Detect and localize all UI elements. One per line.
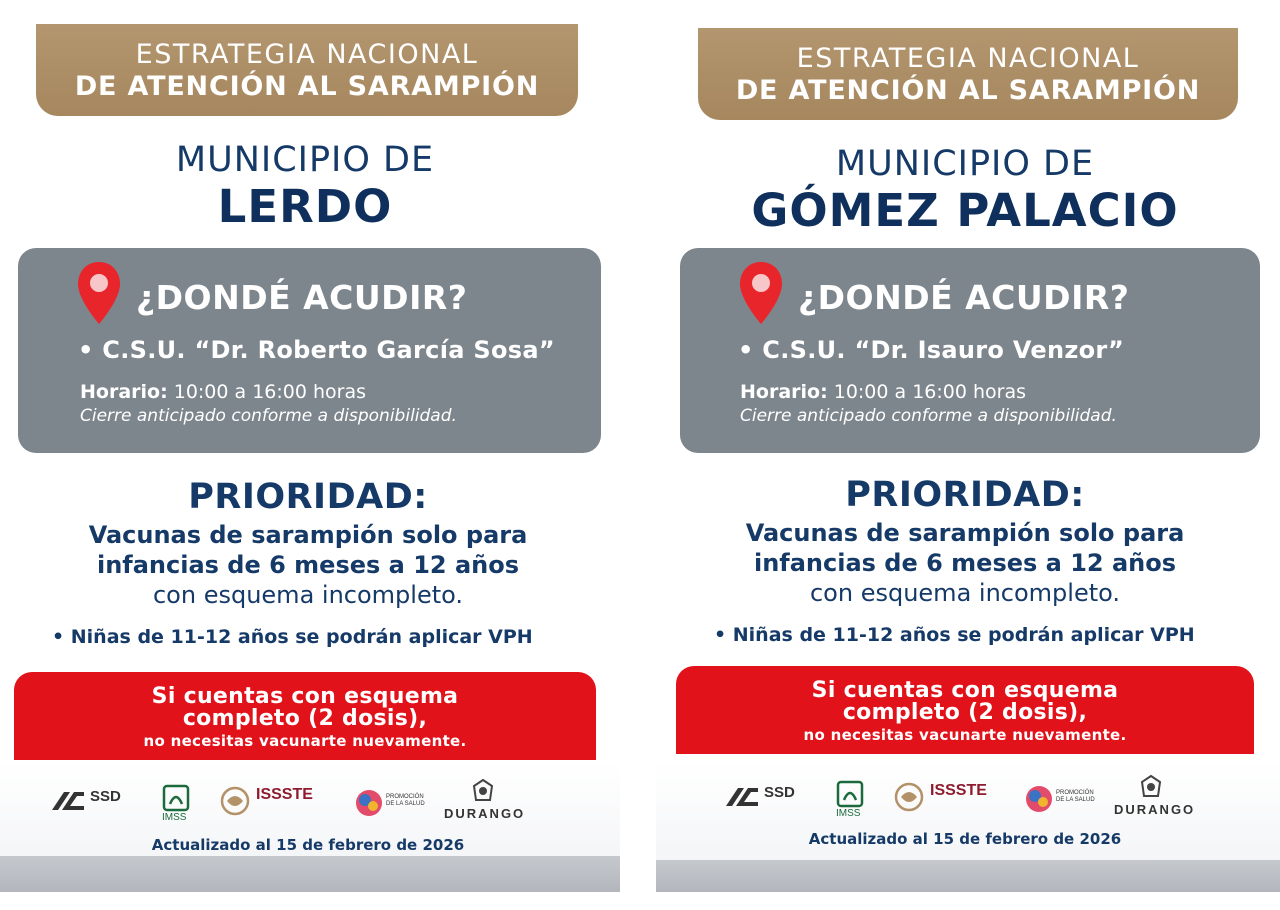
where-to-go-panel	[18, 248, 601, 453]
complete-scheme-alert	[14, 672, 596, 760]
alert-line2: completo (2 dosis),	[842, 700, 1088, 725]
durango-logo	[1138, 774, 1164, 798]
municipio-heading	[0, 140, 610, 234]
priority-line2: infancias de 6 meses a 12 años	[753, 549, 1177, 577]
alert-line3: no necesitas vacunarte nuevamente.	[803, 726, 1127, 744]
durango-label: DURANGO	[444, 806, 526, 821]
imss-logo	[836, 780, 864, 808]
bottom-strip	[0, 856, 620, 892]
ssd-label: SSD	[90, 788, 121, 805]
health-center-name: • C.S.U. “Dr. Isauro Venzor”	[738, 336, 1125, 364]
priority-section	[0, 476, 616, 610]
priority-line1: Vacunas de sarampión solo para	[745, 519, 1185, 547]
promocion-label: PROMOCIÓN DE LA SALUD	[1056, 790, 1095, 803]
closing-note: Cierre anticipado conforme a disponibilidad.	[80, 406, 457, 426]
updated-date: Actualizado al 15 de febrero de 2026	[151, 836, 465, 854]
issste-label: ISSSTE	[256, 786, 313, 803]
closing-note: Cierre anticipado conforme a disponibilidad.	[740, 406, 1117, 426]
municipio-prefix: MUNICIPIO DE	[835, 144, 1095, 184]
promocion-salud-logo	[354, 788, 384, 818]
ssd-logo	[50, 788, 86, 814]
schedule-value: 10:00 a 16:00 horas	[167, 381, 367, 403]
alert-line3: no necesitas vacunarte nuevamente.	[143, 732, 467, 750]
issste-label: ISSSTE	[930, 782, 987, 799]
municipio-name: LERDO	[217, 180, 393, 233]
imss-label: IMSS	[162, 812, 187, 823]
schedule	[80, 381, 366, 403]
issste-logo	[892, 782, 926, 812]
priority-title: PRIORIDAD:	[845, 475, 1085, 515]
banner-line2: DE ATENCIÓN AL SARAMPIÓN	[74, 71, 540, 102]
municipio-heading	[656, 144, 1274, 238]
where-title: ¿DONDÉ ACUDIR?	[798, 278, 1130, 317]
schedule-value: 10:00 a 16:00 horas	[827, 381, 1027, 403]
alert-line1: Si cuentas con esquema	[151, 684, 459, 709]
vph-note: • Niñas de 11-12 años se podrán aplicar VPH	[52, 626, 533, 648]
where-title: ¿DONDÉ ACUDIR?	[136, 278, 468, 317]
schedule-label: Horario:	[80, 381, 168, 403]
alert-line1: Si cuentas con esquema	[811, 678, 1119, 703]
imss-logo	[162, 784, 190, 812]
poster-lerdo	[0, 0, 620, 892]
ssd-logo	[724, 784, 760, 810]
imss-label: IMSS	[836, 808, 861, 819]
institution-logos	[50, 782, 550, 830]
location-pin-icon	[76, 260, 122, 326]
schedule	[740, 381, 1026, 403]
schedule-label: Horario:	[740, 381, 828, 403]
institution-logos	[724, 778, 1224, 826]
priority-line1: Vacunas de sarampión solo para	[88, 521, 528, 549]
bottom-strip	[656, 860, 1280, 892]
strategy-banner	[698, 28, 1238, 120]
promocion-label: PROMOCIÓN DE LA SALUD	[386, 794, 425, 807]
promocion-salud-logo	[1024, 784, 1054, 814]
priority-line3: con esquema incompleto.	[152, 581, 464, 609]
health-center-name: • C.S.U. “Dr. Roberto García Sosa”	[78, 336, 555, 364]
municipio-prefix: MUNICIPIO DE	[175, 140, 435, 180]
durango-logo	[470, 778, 496, 802]
banner-line1: ESTRATEGIA NACIONAL	[135, 39, 479, 70]
vph-note: • Niñas de 11-12 años se podrán aplicar VPH	[714, 624, 1195, 646]
poster-gomez-palacio	[656, 0, 1280, 892]
where-to-go-panel	[680, 248, 1260, 453]
municipio-name: GÓMEZ PALACIO	[751, 184, 1179, 237]
ssd-label: SSD	[764, 784, 795, 801]
complete-scheme-alert	[676, 666, 1254, 754]
updated-date: Actualizado al 15 de febrero de 2026	[808, 830, 1122, 848]
priority-line3: con esquema incompleto.	[809, 579, 1121, 607]
durango-label: DURANGO	[1114, 802, 1196, 817]
issste-logo	[218, 786, 252, 816]
priority-title: PRIORIDAD:	[188, 477, 428, 517]
alert-line2: completo (2 dosis),	[182, 706, 428, 731]
priority-line2: infancias de 6 meses a 12 años	[96, 551, 520, 579]
strategy-banner	[36, 24, 578, 116]
banner-line2: DE ATENCIÓN AL SARAMPIÓN	[735, 75, 1201, 106]
banner-line1: ESTRATEGIA NACIONAL	[796, 43, 1140, 74]
location-pin-icon	[738, 260, 784, 326]
priority-section	[656, 474, 1274, 608]
